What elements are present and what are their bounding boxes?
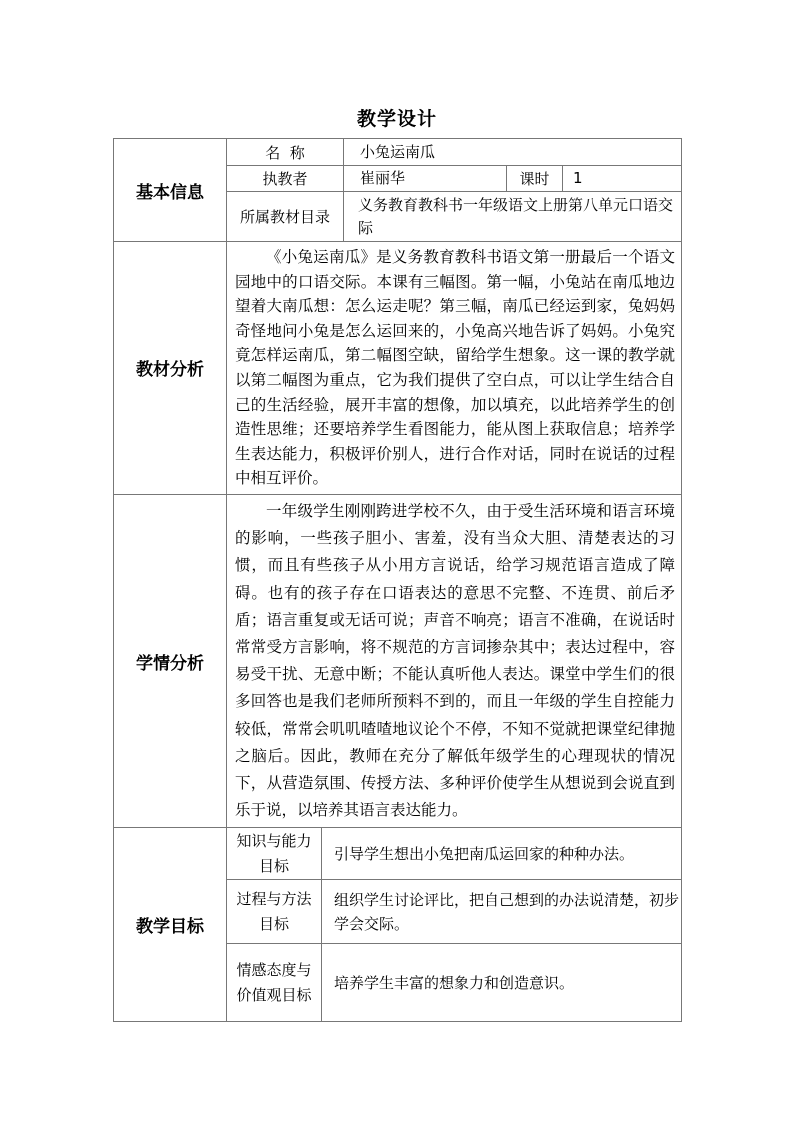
goal-label: 过程与方法目标 <box>227 880 322 944</box>
goal-text: 组织学生讨论评比，把自己想到的办法说清楚，初步学会交际。 <box>322 880 682 944</box>
goal-text: 培养学生丰富的想象力和创造意识。 <box>322 944 682 1022</box>
name-value: 小兔运南瓜 <box>344 139 682 166</box>
goal-text: 引导学生想出小兔把南瓜运回家的种种办法。 <box>322 828 682 880</box>
document-title: 教学设计 <box>356 108 437 130</box>
section-label-student-analysis: 学情分析 <box>114 494 227 827</box>
catalog-value: 义务教育教科书一年级语文上册第八单元口语交际 <box>344 192 682 242</box>
row-name <box>114 139 682 166</box>
catalog-label: 所属教材目录 <box>227 192 344 242</box>
material-analysis-text: 《小兔运南瓜》是义务教育教科书语文第一册最后一个语文园地中的口语交际。本课有三幅图。第一幅，小兔站在南瓜地边望着大南瓜想：怎么运走呢？第三幅，南瓜已经运到家，兔妈妈奇怪地问小兔是怎么运回来的，小兔高兴地告诉了妈妈。小兔究竟怎样运南瓜，第二幅图空缺，留给学生想象。这一课的教学就以第二幅图为重点，它为我们提供了空白点，可以让学生结合自己的生活经验，展开丰富的想像，加以填充，以此培养学生的创造性思维；还要培养学生看图能力，能从图上获取信息；培养学生表达能力，积极评价别人，进行合作对话，同时在说话的过程中相互评价。 <box>227 242 682 495</box>
student-analysis-text: 一年级学生刚刚跨进学校不久，由于受生活环境和语言环境的影响，一些孩子胆小、害羞，没有当众大胆、清楚表达的习惯，而且有些孩子从小用方言说话，给学习规范语言造成了障碍。也有的孩子存在口语表达的意思不完整、不连贯、前后矛盾；语言重复或无话可说；声音不响亮；语言不准确，在说话时常常受方言影响，将不规范的方言词掺杂其中；表达过程中，容易受干扰、无意中断；不能认真听他人表达。课堂中学生们的很多回答也是我们老师所预料不到的，而且一年级的学生自控能力较低，常常会叽叽喳喳地议论个不停，不知不觉就把课堂纪律抛之脑后。因此，教师在充分了解低年级学生的心理现状的情况下，从营造氛围、传授方法、多种评价使学生从想说到会说直到乐于说，以培养其语言表达能力。 <box>227 494 682 827</box>
lesson-design-table <box>113 138 682 1022</box>
goal-label: 情感态度与价值观目标 <box>227 944 322 1022</box>
section-label-basic-info: 基本信息 <box>114 139 227 242</box>
goal-row <box>114 828 682 880</box>
period-value: 1 <box>563 166 682 192</box>
row-material-analysis <box>114 242 682 495</box>
goal-label: 知识与能力目标 <box>227 828 322 880</box>
teacher-label: 执教者 <box>227 166 344 192</box>
name-label: 名 称 <box>227 139 344 166</box>
row-student-analysis <box>114 494 682 827</box>
section-label-teaching-goals: 教学目标 <box>114 828 227 1022</box>
teacher-value: 崔丽华 <box>344 166 507 192</box>
period-label: 课时 <box>507 166 563 192</box>
section-label-material-analysis: 教材分析 <box>114 242 227 495</box>
